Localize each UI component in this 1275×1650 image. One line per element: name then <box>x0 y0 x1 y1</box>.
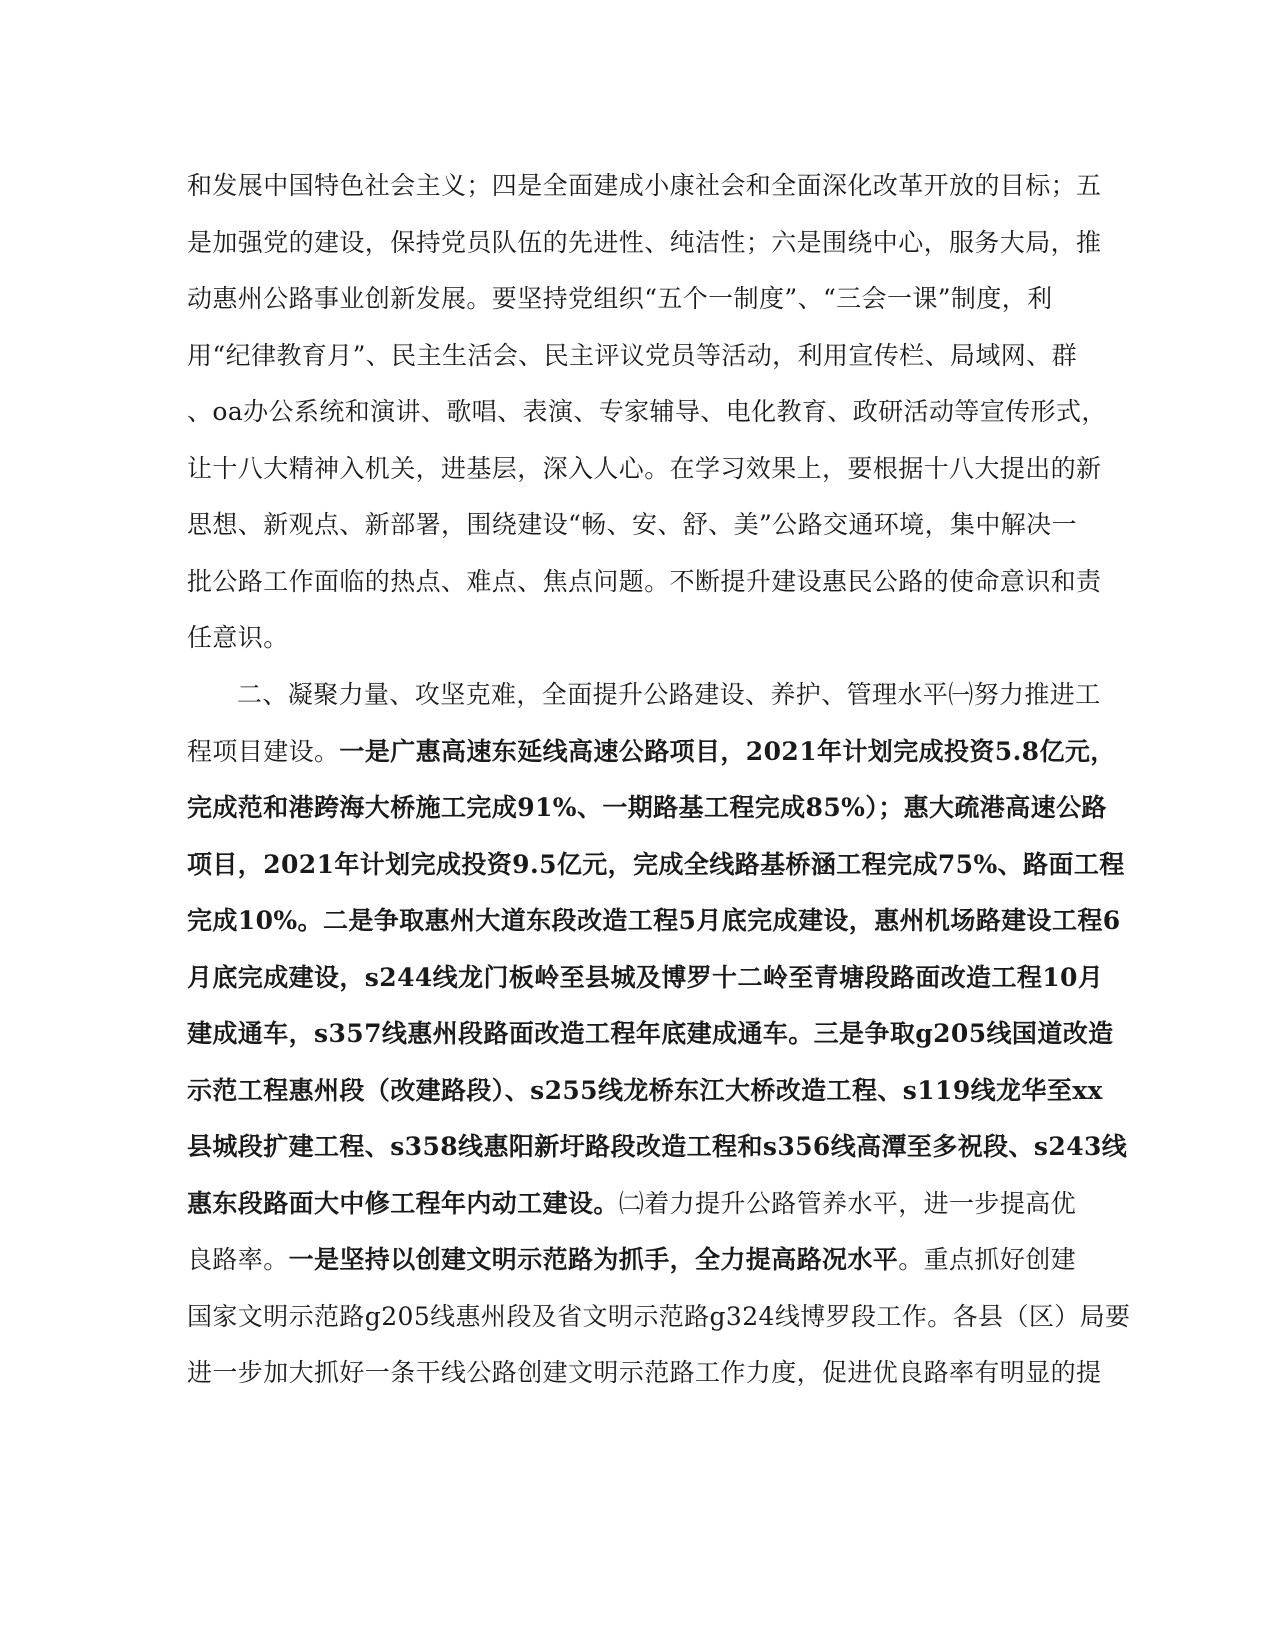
text-line: 动惠州公路事业创新发展。要坚持党组织“五个一制度”、“三会一课”制度，利 <box>187 284 1053 313</box>
bold-text-run: 一是坚持以创建文明示范路为抓手，全力提高路况水平 <box>288 1245 899 1274</box>
bold-text-line: 建成通车，s357线惠州段路面改造工程年底建成通车。三是争取g205线国道改造 <box>187 1019 1114 1048</box>
bold-text-line: 县城段扩建工程、s358线惠阳新圩路段改造工程和s356线高潭至多祝段、s243线 <box>187 1132 1128 1161</box>
text-line: 国家文明示范路g205线惠州段及省文明示范路g324线博罗段工作。各县（区）局要 <box>187 1301 1131 1331</box>
bold-text-line: 完成10%。二是争取惠州大道东段改造工程5月底完成建设，惠州机场路建设工程6 <box>187 906 1121 935</box>
text-line: 思想、新观点、新部署，围绕建设“畅、安、舒、美”公路交通环境，集中解决一 <box>187 510 1077 539</box>
text-line: 和发展中国特色社会主义；四是全面建成小康社会和全面深化改革开放的目标；五 <box>187 171 1102 200</box>
text-line <box>187 724 1116 781</box>
bold-text-line: 项目，2021年计划完成投资9.5亿元，完成全线路基桥涵工程完成75%、路面工程 <box>187 849 1125 879</box>
text-run: 。重点抓好创建 <box>898 1245 1077 1274</box>
paragraph-2 <box>187 667 1131 1402</box>
text-run: 良路率。 <box>187 1245 289 1274</box>
section-heading-line: 二、凝聚力量、攻坚克难，全面提升公路建设、养护、管理水平㈠努力推进工 <box>237 680 1101 709</box>
paragraph-1 <box>187 158 1107 667</box>
bold-text-line: 完成范和港跨海大桥施工完成91%、一期路基工程完成85%）；惠大疏港高速公路 <box>187 793 1107 822</box>
text-line: 批公路工作面临的热点、难点、焦点问题。不断提升建设惠民公路的使命意识和责 <box>187 566 1102 596</box>
text-line <box>187 1232 1087 1289</box>
text-line: 用“纪律教育月”、民主生活会、民主评议党员等活动，利用宣传栏、局域网、群 <box>187 340 1077 370</box>
bold-text-run: 一是广惠高速东延线高速公路项目，2021年计划完成投资5.8亿元， <box>339 736 1116 766</box>
text-run: 程项目建设。 <box>187 736 340 766</box>
text-line: 任意识。 <box>187 623 289 652</box>
bold-text-run: 惠东段路面大中修工程年内动工建设。 <box>187 1188 619 1218</box>
text-run: ㈡着力提升公路管养水平，进一步提高优 <box>618 1188 1077 1218</box>
text-line: 让十八大精神入机关，进基层，深入人心。在学习效果上，要根据十八大提出的新 <box>187 453 1102 483</box>
text-line <box>187 1176 1087 1233</box>
text-line: 是加强党的建设，保持党员队伍的先进性、纯洁性；六是围绕中心，服务大局，推 <box>187 227 1102 257</box>
text-line: 进一步加大抓好一条干线公路创建文明示范路工作力度，促进优良路率有明显的提 <box>187 1358 1102 1387</box>
text-line: 、oa办公系统和演讲、歌唱、表演、专家辅导、电化教育、政研活动等宣传形式， <box>187 397 1107 426</box>
bold-text-line: 示范工程惠州段（改建路段）、s255线龙桥东江大桥改造工程、s119线龙华至xx <box>187 1075 1103 1105</box>
bold-text-line: 月底完成建设，s244线龙门板岭至县城及博罗十二岭至青塘段路面改造工程10月 <box>187 962 1104 992</box>
